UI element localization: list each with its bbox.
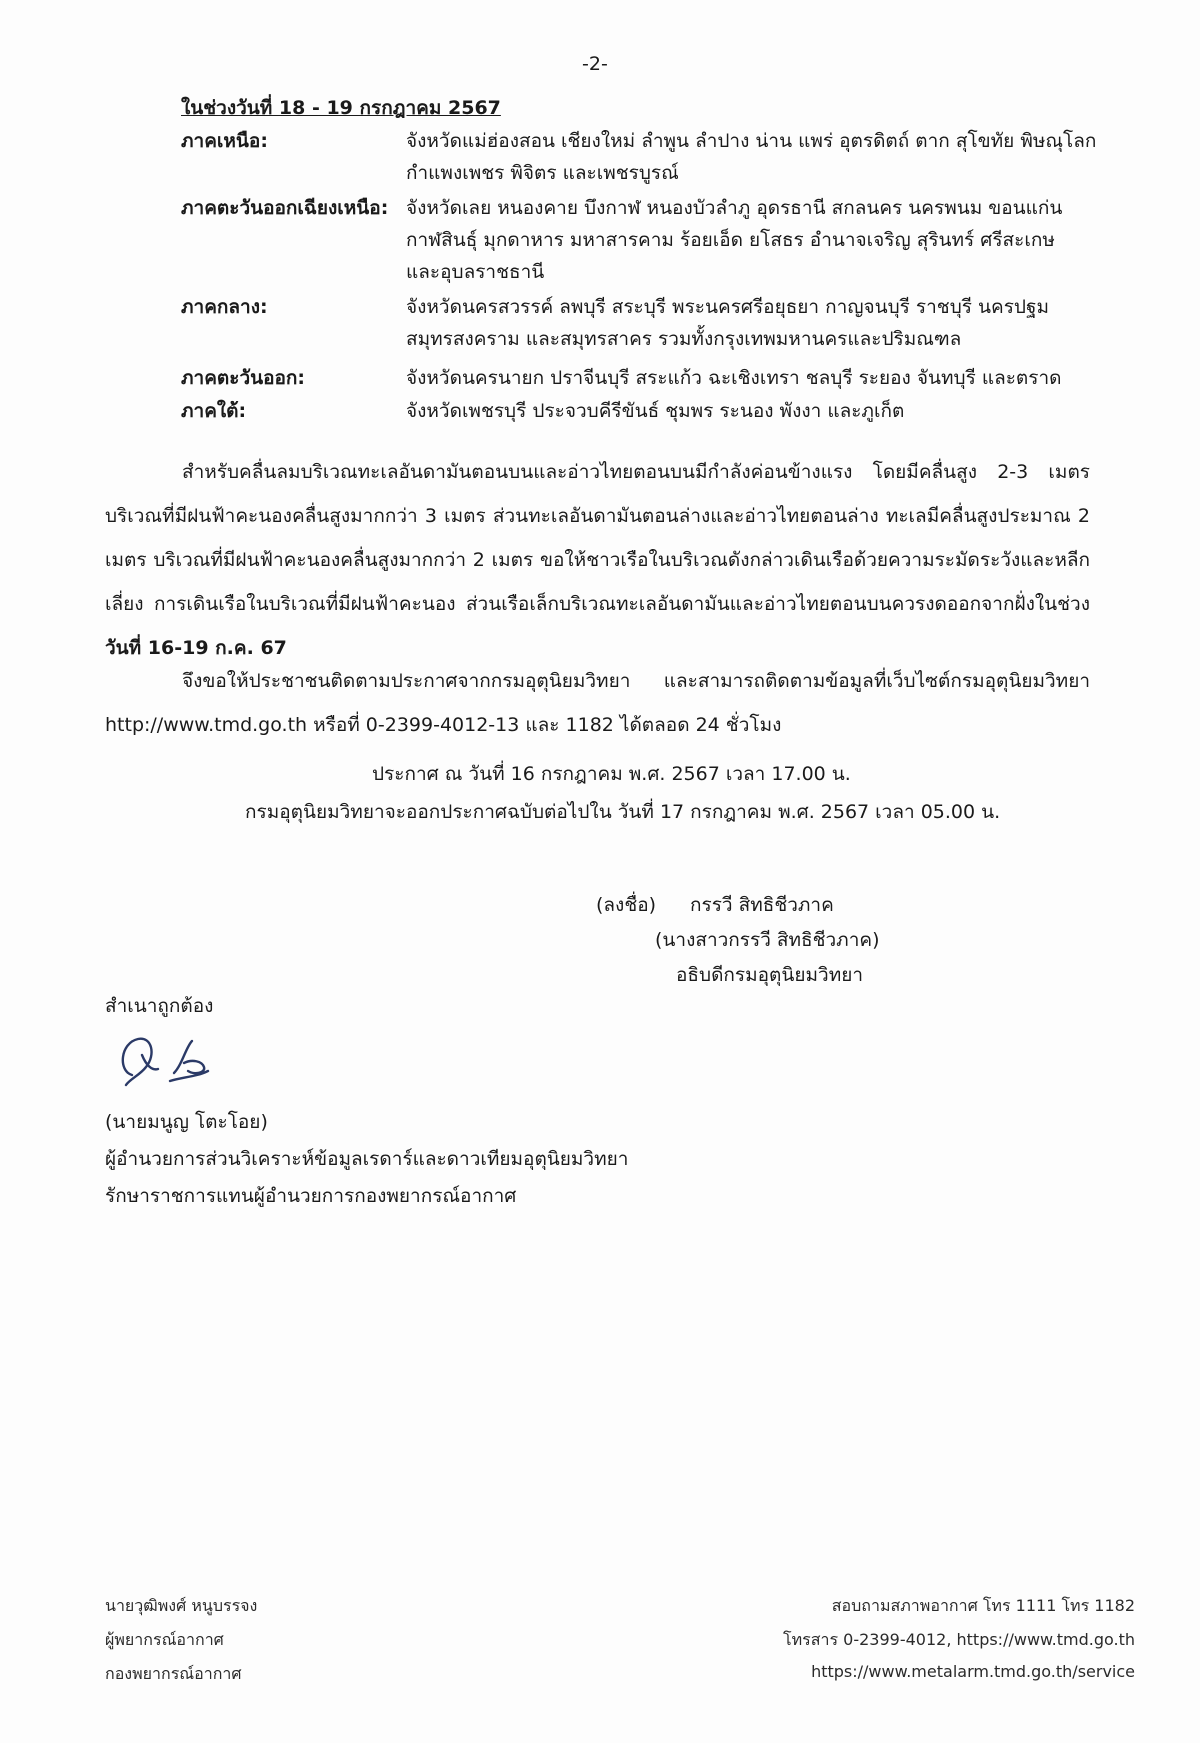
signed-label: (ลงชื่อ) (596, 894, 657, 916)
region-line: จังหวัดเพชรบุรี ประจวบคีรีขันธ์ ชุมพร ระนอง พังงา และภูเก็ต (406, 400, 905, 422)
footer-forecaster-name: นายวุฒิพงศ์ หนูบรรจง (105, 1596, 258, 1615)
region-label-north: ภาคเหนือ: (181, 130, 268, 152)
region-line: จังหวัดแม่ฮ่องสอน เชียงใหม่ ลำพูน ลำปาง น่าน แพร่ อุตรดิตถ์ ตาก สุโขทัย พิษณุโลก (406, 130, 1097, 152)
footer-phone: สอบถามสภาพอากาศ โทร 1111 โทร 1182 (831, 1596, 1135, 1615)
region-line: จังหวัดเลย หนองคาย บึงกาฬ หนองบัวลำภู อุดรธานี สกลนคร นครพนม ขอนแก่น (406, 197, 1063, 219)
contact-paragraph: จึงขอให้ประชาชนติดตามประกาศจากกรมอุตุนิยมวิทยา และสามารถติดตามข้อมูลที่เว็บไซต์กรมอุตุนิยมวิทยา http://www.tmd.go.th หรือที่ 0-2399-4012-13 และ 1182 ได้ตลอด 24 ชั่วโมง (105, 670, 1090, 736)
certifier-title-line2: รักษาราชการแทนผู้อำนวยการกองพยากรณ์อากาศ (105, 1185, 517, 1207)
wave-paragraph (105, 450, 1090, 670)
wave-paragraph-text: สำหรับคลื่นลมบริเวณทะเลอันดามันตอนบนและอ่าวไทยตอนบนมีกำลังค่อนข้างแรง โดยมีคลื่นสูง 2-3 เมตร บริเวณที่มีฝนฟ้าคะนองคลื่นสูงมากกว่า 3 เมตร ส่วนทะเลอันดามันตอนล่างและอ่าวไทยตอนล่าง ทะเลมีคลื่นสูงประมาณ 2 เมตร บริเวณที่มีฝนฟ้าคะนองคลื่นสูงมากกว่า 2 เมตร ขอให้ชาวเรือในบริเวณดังกล่าวเดินเรือด้วยความระมัดระวังและหลีกเลี่ยง การเดินเรือในบริเวณที่มีฝนฟ้าคะนอง ส่วนเรือเล็กบริเวณทะเลอันดามันและอ่าวไทยตอนบนควรงดออกจากฝั่งในช่วง (105, 461, 1090, 615)
announce-line: ประกาศ ณ วันที่ 16 กรกฎาคม พ.ศ. 2567 เวลา 17.00 น. (372, 763, 851, 785)
certifier-name: (นายมนูญ โตะโอย) (105, 1111, 268, 1133)
page-number: -2- (582, 53, 608, 75)
footer-service-url: https://www.metalarm.tmd.go.th/service (811, 1662, 1135, 1681)
region-label-east: ภาคตะวันออก: (181, 367, 306, 389)
signatory-full-name: (นางสาวกรรวี สิทธิชีวภาค) (655, 929, 880, 951)
signed-name: กรรวี สิทธิชีวภาค (690, 894, 834, 916)
wave-paragraph-dates: วันที่ 16-19 ก.ค. 67 (105, 637, 287, 659)
handwritten-signature (112, 1025, 222, 1095)
certifier-title-line1: ผู้อำนวยการส่วนวิเคราะห์ข้อมูลเรดาร์และดาวเทียมอุตุนิยมวิทยา (105, 1148, 629, 1170)
region-line: จังหวัดนครสวรรค์ ลพบุรี สระบุรี พระนครศรีอยุธยา กาญจนบุรี ราชบุรี นครปฐม (406, 296, 1049, 318)
certified-copy-label: สำเนาถูกต้อง (105, 995, 214, 1017)
region-line: กาฬสินธุ์ มุกดาหาร มหาสารคาม ร้อยเอ็ด ยโสธร อำนาจเจริญ สุรินทร์ ศรีสะเกษ (406, 229, 1055, 251)
region-label-northeast: ภาคตะวันออกเฉียงเหนือ: (181, 197, 389, 219)
region-label-central: ภาคกลาง: (181, 296, 268, 318)
region-line: สมุทรสงคราม และสมุทรสาคร รวมทั้งกรุงเทพมหานครและปริมณฑล (406, 328, 962, 350)
region-line: และอุบลราชธานี (406, 261, 545, 283)
footer-forecaster-division: กองพยากรณ์อากาศ (105, 1664, 242, 1683)
footer-forecaster-role: ผู้พยากรณ์อากาศ (105, 1630, 224, 1649)
region-line: กำแพงเพชร พิจิตร และเพชรบูรณ์ (406, 162, 679, 184)
region-label-south: ภาคใต้: (181, 400, 247, 422)
next-announcement-line: กรมอุตุนิยมวิทยาจะออกประกาศฉบับต่อไปใน วันที่ 17 กรกฎาคม พ.ศ. 2567 เวลา 05.00 น. (245, 801, 1001, 823)
signatory-position: อธิบดีกรมอุตุนิยมวิทยา (676, 964, 864, 986)
section-heading: ในช่วงวันที่ 18 - 19 กรกฎาคม 2567 (181, 97, 501, 119)
footer-fax-website: โทรสาร 0-2399-4012, https://www.tmd.go.th (783, 1630, 1135, 1649)
region-line: จังหวัดนครนายก ปราจีนบุรี สระแก้ว ฉะเชิงเทรา ชลบุรี ระยอง จันทบุรี และตราด (406, 367, 1062, 389)
